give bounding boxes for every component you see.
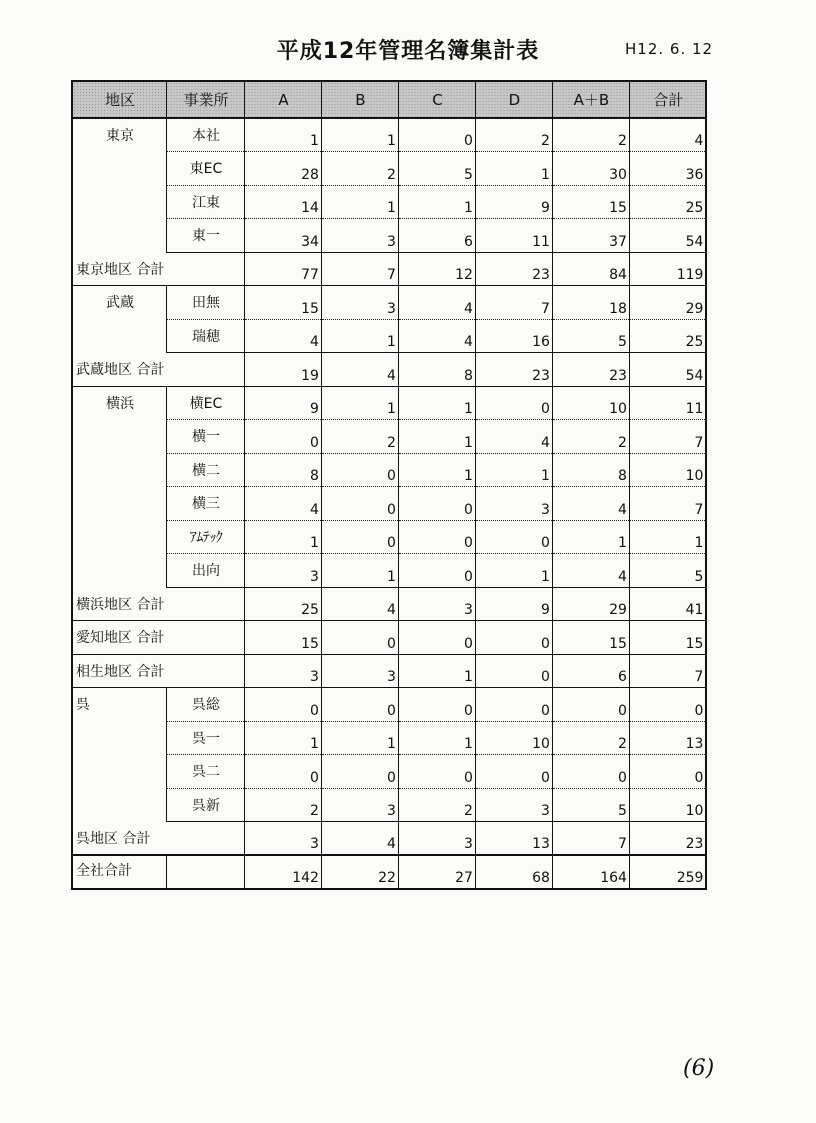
value-cell: 68 bbox=[475, 855, 552, 889]
office-row bbox=[72, 386, 706, 420]
value-cell: 0 bbox=[398, 487, 475, 521]
value-cell: 1 bbox=[398, 420, 475, 454]
value-cell: 0 bbox=[321, 453, 398, 487]
value-cell: 8 bbox=[244, 453, 321, 487]
office-row bbox=[72, 185, 706, 219]
value-cell: 1 bbox=[244, 520, 321, 554]
area-total-row bbox=[72, 654, 706, 688]
value-cell: 7 bbox=[475, 286, 552, 320]
value-cell: 2 bbox=[552, 721, 629, 755]
value-cell: 6 bbox=[398, 219, 475, 253]
handwritten-page-number: (6) bbox=[683, 1056, 715, 1081]
value-cell: 3 bbox=[321, 219, 398, 253]
value-cell: 1 bbox=[398, 721, 475, 755]
office-cell: 東一 bbox=[166, 219, 244, 253]
value-cell: 9 bbox=[475, 185, 552, 219]
office-cell: 呉総 bbox=[166, 688, 244, 722]
grand-total-row bbox=[72, 855, 706, 889]
value-cell: 5 bbox=[552, 788, 629, 822]
office-cell: 呉一 bbox=[166, 721, 244, 755]
value-cell: 5 bbox=[552, 319, 629, 353]
value-cell: 11 bbox=[629, 386, 706, 420]
value-cell: 36 bbox=[629, 152, 706, 186]
value-cell: 10 bbox=[475, 721, 552, 755]
value-cell: 13 bbox=[629, 721, 706, 755]
value-cell: 4 bbox=[398, 319, 475, 353]
value-cell: 5 bbox=[629, 554, 706, 588]
value-cell: 84 bbox=[552, 252, 629, 286]
value-cell: 12 bbox=[398, 252, 475, 286]
value-cell: 1 bbox=[398, 386, 475, 420]
value-cell: 2 bbox=[321, 152, 398, 186]
value-cell: 29 bbox=[552, 587, 629, 621]
value-cell: 6 bbox=[552, 654, 629, 688]
value-cell: 15 bbox=[552, 185, 629, 219]
value-cell: 0 bbox=[475, 621, 552, 655]
value-cell: 27 bbox=[398, 855, 475, 889]
value-cell: 1 bbox=[475, 152, 552, 186]
value-cell: 3 bbox=[244, 654, 321, 688]
area-total-label: 東京地区 合計 bbox=[72, 252, 166, 286]
value-cell: 7 bbox=[552, 822, 629, 856]
value-cell: 54 bbox=[629, 353, 706, 387]
value-cell: 1 bbox=[321, 554, 398, 588]
value-cell: 0 bbox=[321, 621, 398, 655]
value-cell: 1 bbox=[475, 453, 552, 487]
value-cell: 7 bbox=[629, 487, 706, 521]
value-cell: 4 bbox=[629, 118, 706, 152]
value-cell: 3 bbox=[321, 654, 398, 688]
value-cell: 11 bbox=[475, 219, 552, 253]
value-cell: 0 bbox=[398, 688, 475, 722]
value-cell: 18 bbox=[552, 286, 629, 320]
value-cell: 4 bbox=[552, 554, 629, 588]
value-cell: 5 bbox=[398, 152, 475, 186]
office-cell: ｱﾑﾃｯｸ bbox=[166, 520, 244, 554]
value-cell: 0 bbox=[475, 386, 552, 420]
header-a: A bbox=[244, 81, 321, 118]
empty-cell bbox=[166, 855, 244, 889]
office-cell: 横三 bbox=[166, 487, 244, 521]
value-cell: 14 bbox=[244, 185, 321, 219]
value-cell: 23 bbox=[552, 353, 629, 387]
office-row bbox=[72, 420, 706, 454]
value-cell: 16 bbox=[475, 319, 552, 353]
value-cell: 0 bbox=[629, 688, 706, 722]
value-cell: 37 bbox=[552, 219, 629, 253]
value-cell: 1 bbox=[321, 319, 398, 353]
value-cell: 0 bbox=[321, 487, 398, 521]
header-d: D bbox=[475, 81, 552, 118]
value-cell: 0 bbox=[398, 755, 475, 789]
value-cell: 2 bbox=[552, 118, 629, 152]
office-row bbox=[72, 487, 706, 521]
office-row bbox=[72, 286, 706, 320]
office-cell: 江東 bbox=[166, 185, 244, 219]
document-date: H12. 6. 12 bbox=[625, 40, 714, 58]
area-cell: 横浜 bbox=[72, 386, 166, 587]
value-cell: 7 bbox=[629, 654, 706, 688]
office-cell: 瑞穂 bbox=[166, 319, 244, 353]
value-cell: 0 bbox=[629, 755, 706, 789]
value-cell: 1 bbox=[398, 185, 475, 219]
office-cell: 田無 bbox=[166, 286, 244, 320]
value-cell: 164 bbox=[552, 855, 629, 889]
value-cell: 0 bbox=[244, 420, 321, 454]
value-cell: 15 bbox=[244, 286, 321, 320]
value-cell: 4 bbox=[244, 319, 321, 353]
office-row bbox=[72, 118, 706, 152]
value-cell: 0 bbox=[552, 755, 629, 789]
value-cell: 0 bbox=[244, 688, 321, 722]
value-cell: 9 bbox=[244, 386, 321, 420]
value-cell: 0 bbox=[475, 654, 552, 688]
value-cell: 4 bbox=[321, 822, 398, 856]
value-cell: 3 bbox=[244, 822, 321, 856]
header-area: 地区 bbox=[72, 81, 166, 118]
office-row bbox=[72, 755, 706, 789]
area-total-row bbox=[72, 252, 706, 286]
value-cell: 3 bbox=[475, 788, 552, 822]
area-total-row bbox=[72, 353, 706, 387]
office-row bbox=[72, 520, 706, 554]
value-cell: 0 bbox=[475, 688, 552, 722]
value-cell: 0 bbox=[321, 520, 398, 554]
header-a-plus-b: A＋B bbox=[552, 81, 629, 118]
value-cell: 0 bbox=[244, 755, 321, 789]
value-cell: 2 bbox=[398, 788, 475, 822]
value-cell: 7 bbox=[321, 252, 398, 286]
office-cell: 出向 bbox=[166, 554, 244, 588]
value-cell: 0 bbox=[552, 688, 629, 722]
value-cell: 23 bbox=[475, 252, 552, 286]
value-cell: 23 bbox=[629, 822, 706, 856]
table-body bbox=[72, 118, 706, 889]
header-row bbox=[72, 81, 706, 118]
empty-cell bbox=[166, 587, 244, 621]
value-cell: 4 bbox=[552, 487, 629, 521]
value-cell: 4 bbox=[321, 353, 398, 387]
value-cell: 25 bbox=[629, 185, 706, 219]
value-cell: 1 bbox=[321, 185, 398, 219]
value-cell: 1 bbox=[475, 554, 552, 588]
value-cell: 15 bbox=[552, 621, 629, 655]
value-cell: 4 bbox=[398, 286, 475, 320]
value-cell: 142 bbox=[244, 855, 321, 889]
office-cell: 横二 bbox=[166, 453, 244, 487]
value-cell: 3 bbox=[244, 554, 321, 588]
office-row bbox=[72, 721, 706, 755]
value-cell: 8 bbox=[552, 453, 629, 487]
value-cell: 3 bbox=[475, 487, 552, 521]
value-cell: 2 bbox=[244, 788, 321, 822]
office-row bbox=[72, 554, 706, 588]
office-cell: 東EC bbox=[166, 152, 244, 186]
value-cell: 4 bbox=[321, 587, 398, 621]
value-cell: 1 bbox=[398, 453, 475, 487]
value-cell: 0 bbox=[475, 520, 552, 554]
value-cell: 1 bbox=[629, 520, 706, 554]
area-total-label: 武蔵地区 合計 bbox=[72, 353, 166, 387]
area-cell: 武蔵 bbox=[72, 286, 166, 353]
office-row bbox=[72, 453, 706, 487]
value-cell: 19 bbox=[244, 353, 321, 387]
value-cell: 7 bbox=[629, 420, 706, 454]
area-total-row bbox=[72, 822, 706, 856]
value-cell: 4 bbox=[244, 487, 321, 521]
empty-cell bbox=[166, 621, 244, 655]
value-cell: 29 bbox=[629, 286, 706, 320]
value-cell: 9 bbox=[475, 587, 552, 621]
value-cell: 22 bbox=[321, 855, 398, 889]
value-cell: 3 bbox=[321, 286, 398, 320]
office-row bbox=[72, 788, 706, 822]
area-total-label: 横浜地区 合計 bbox=[72, 587, 166, 621]
office-row bbox=[72, 152, 706, 186]
empty-cell bbox=[166, 822, 244, 856]
office-row bbox=[72, 688, 706, 722]
value-cell: 0 bbox=[321, 688, 398, 722]
value-cell: 0 bbox=[321, 755, 398, 789]
value-cell: 13 bbox=[475, 822, 552, 856]
value-cell: 3 bbox=[398, 822, 475, 856]
value-cell: 1 bbox=[244, 118, 321, 152]
area-total-label: 愛知地区 合計 bbox=[72, 621, 166, 655]
area-total-label: 呉地区 合計 bbox=[72, 822, 166, 856]
value-cell: 34 bbox=[244, 219, 321, 253]
office-cell: 呉新 bbox=[166, 788, 244, 822]
value-cell: 0 bbox=[398, 621, 475, 655]
value-cell: 77 bbox=[244, 252, 321, 286]
value-cell: 1 bbox=[244, 721, 321, 755]
value-cell: 2 bbox=[552, 420, 629, 454]
header-office: 事業所 bbox=[166, 81, 244, 118]
value-cell: 25 bbox=[244, 587, 321, 621]
value-cell: 3 bbox=[321, 788, 398, 822]
page-title: 平成12年管理名簿集計表 bbox=[276, 39, 540, 64]
header-total: 合計 bbox=[629, 81, 706, 118]
value-cell: 10 bbox=[552, 386, 629, 420]
empty-cell bbox=[166, 654, 244, 688]
value-cell: 0 bbox=[475, 755, 552, 789]
office-cell: 横EC bbox=[166, 386, 244, 420]
value-cell: 10 bbox=[629, 453, 706, 487]
area-cell: 東京 bbox=[72, 118, 166, 252]
area-total-row bbox=[72, 587, 706, 621]
grand-total-label: 全社合計 bbox=[72, 855, 166, 889]
office-cell: 呉二 bbox=[166, 755, 244, 789]
empty-cell bbox=[166, 353, 244, 387]
office-row bbox=[72, 219, 706, 253]
value-cell: 10 bbox=[629, 788, 706, 822]
office-cell: 横一 bbox=[166, 420, 244, 454]
value-cell: 28 bbox=[244, 152, 321, 186]
value-cell: 1 bbox=[321, 721, 398, 755]
value-cell: 15 bbox=[244, 621, 321, 655]
office-cell: 本社 bbox=[166, 118, 244, 152]
office-row bbox=[72, 319, 706, 353]
value-cell: 1 bbox=[321, 386, 398, 420]
value-cell: 1 bbox=[321, 118, 398, 152]
value-cell: 259 bbox=[629, 855, 706, 889]
value-cell: 8 bbox=[398, 353, 475, 387]
value-cell: 0 bbox=[398, 554, 475, 588]
value-cell: 54 bbox=[629, 219, 706, 253]
area-cell: 呉 bbox=[72, 688, 166, 822]
value-cell: 1 bbox=[398, 654, 475, 688]
value-cell: 119 bbox=[629, 252, 706, 286]
value-cell: 23 bbox=[475, 353, 552, 387]
area-total-row bbox=[72, 621, 706, 655]
empty-cell bbox=[166, 252, 244, 286]
value-cell: 4 bbox=[475, 420, 552, 454]
header-b: B bbox=[321, 81, 398, 118]
value-cell: 15 bbox=[629, 621, 706, 655]
value-cell: 2 bbox=[321, 420, 398, 454]
value-cell: 3 bbox=[398, 587, 475, 621]
summary-table bbox=[71, 80, 707, 890]
area-total-label: 相生地区 合計 bbox=[72, 654, 166, 688]
value-cell: 0 bbox=[398, 118, 475, 152]
value-cell: 0 bbox=[398, 520, 475, 554]
value-cell: 41 bbox=[629, 587, 706, 621]
value-cell: 1 bbox=[552, 520, 629, 554]
header-c: C bbox=[398, 81, 475, 118]
value-cell: 30 bbox=[552, 152, 629, 186]
value-cell: 25 bbox=[629, 319, 706, 353]
value-cell: 2 bbox=[475, 118, 552, 152]
